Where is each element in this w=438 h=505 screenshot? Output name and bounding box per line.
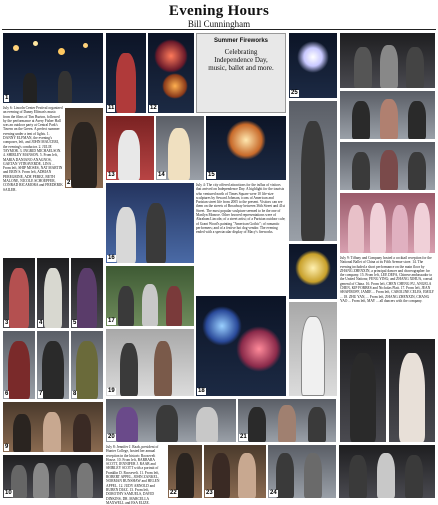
photo-number: 5 xyxy=(73,320,77,326)
photo-number: 18 xyxy=(198,388,205,394)
photo-1 xyxy=(3,33,103,103)
photo-8 xyxy=(71,331,103,399)
photo-number: 16 xyxy=(108,255,115,261)
photo-number: 1 xyxy=(5,95,9,101)
photo-number: 20 xyxy=(108,434,115,440)
photo-26 xyxy=(340,33,435,88)
photo-13 xyxy=(106,116,154,180)
photo-25 xyxy=(289,33,337,98)
feature-box-title: Summer Fireworks xyxy=(213,38,269,44)
photo-3 xyxy=(3,258,35,328)
header-rule xyxy=(2,29,436,30)
photo-16 xyxy=(106,183,194,263)
photo-4 xyxy=(37,258,69,328)
page-title: Evening Hours xyxy=(168,3,270,19)
photo-20 xyxy=(106,399,236,442)
caption-july-4: July 4: The city offered attractions for the influx of visitors that arrived on Independence Day. A highlight for the tourists who ventured north of Times Square were 10 life-size sculptures by Seward Johnson, icons of American and Parisian street life from 2005 to the present. Visitors can see them on the streets of Broadway between 36th Street and 41st Street. The most popular sculpture seemed to be the one of Marilyn Monroe. Other favored representations were of Abraham Lincoln; of a street artist; of a Parisian outdoor cafe; of Grant Wood's painting "American Gothic"; of romantic performers; and of a festive hot dog vendor. The evening ended with a spectacular display of Macy's fireworks. xyxy=(196,183,286,235)
photo-5 xyxy=(71,258,103,328)
photo-35 xyxy=(339,445,435,498)
photo-33 xyxy=(340,339,386,442)
photo-28 xyxy=(340,91,435,139)
photo-number: 25 xyxy=(291,90,298,96)
photo-15 xyxy=(206,116,286,180)
photo-34 xyxy=(389,339,435,442)
photo-number: 11 xyxy=(108,105,115,111)
photo-12 xyxy=(148,33,194,113)
caption-july-9: July 9: Tiffany and Company hosted a cocktail reception for the National Ballet of China at its Fifth Avenue store. 14. The evening included a short performance on the main floor by ZHANG ZHENXIN, a principal dancer and choreographer for the company. 15. From left, LEE DEFA, Chinese ambassador to the United Nations; FENG YING; and ZHANG XIHUA, consul general of China. 16. From left, CHEN CHENG FU, ANGELA CHEN, KIP FORBES and Nicholas Platt. 17. From left, JEAN SHAFIROFF, JAMIE ... From left, CAROLINE CELES, EMILY ... 18. ZHU YAN, ... From left, ZHANG ZHENXIN, CHANG YAO ... From left, MAY ... all dancers with the company. xyxy=(340,256,434,303)
caption-july-6: July 6: Lincoln Center Festival organized an evening of Danny Elfman's music from the films of Tim Burton, followed by the performance at Avery Fisher Hall was an outdoor party at Central Park's Tavern on the Green. A perfect summer evening under a tent of lights. 1. DANNY ELFMAN, the evening's composer, left, and JOHN MAUCERI, the evening's conductor. 2. JULIE TAYMOR. 3. INGRID MICHAELSON. 4. SHIRLEY MANSON. 5. From left, MARIA DANIANO ANAGNOS, GAETAN VITRAVERDE, LINA ... From left, SHIP MOSES, NAT MARTIN and ERIN S. From left, ADRIAN PEREGRINE, ADE PEREZ, BETH MALONE, NICOLE SCHOEPFER, CONRAD RICAMORA and FREDERIK SAILER. xyxy=(3,106,63,192)
photo-number: 12 xyxy=(150,105,157,111)
photo-number: 21 xyxy=(240,434,247,440)
feature-box xyxy=(196,33,286,113)
page-header xyxy=(0,0,438,29)
photo-number: 10 xyxy=(5,490,12,496)
photo-11 xyxy=(106,33,146,113)
photo-24 xyxy=(268,445,336,498)
photo-number: 22 xyxy=(170,490,177,496)
photo-number: 24 xyxy=(270,490,277,496)
photo-number: 15 xyxy=(208,172,215,178)
photo-number: 23 xyxy=(206,490,213,496)
caption-july-8: July 8: Jennifer J. Raab, president of Hunter College, hosted her annual reception in the historic Roosevelt House. 10. From left, BARBARA SCOTT, JENNIFER J. RAAB and SHIRLEY SCOTT with a portrait of Franklin D. Roosevelt. 11. From left, ROBERT APPEL, JOHN ZANKEL, NORMAN BUNSHAW and HELEN APPEL. 12. JUDY ARNOLD and RUBEN DIAZ. 13. From left, DOROTHY SAMUELS, DAVID DINKINS, DR. MARCELLA MAXWELL and ESA ELIZE. xyxy=(106,445,160,505)
photo-6 xyxy=(3,331,35,399)
photo-number: 17 xyxy=(108,318,115,324)
byline: Bill Cunningham xyxy=(187,19,251,29)
photo-29 xyxy=(340,142,435,190)
photo-number: 9 xyxy=(5,444,9,450)
photo-9 xyxy=(3,402,103,452)
photo-number: 4 xyxy=(39,320,43,326)
photo-30 xyxy=(340,193,435,253)
photo-number: 2 xyxy=(67,180,71,186)
photo-2 xyxy=(65,108,103,188)
photo-27 xyxy=(289,101,337,241)
photo-number: 19 xyxy=(108,388,115,394)
photo-number: 3 xyxy=(5,320,9,326)
photo-number: 13 xyxy=(108,172,115,178)
feature-box-deck: Celebrating Independence Day, music, ballet and more. xyxy=(208,48,274,72)
photo-31 xyxy=(289,244,337,299)
photo-19 xyxy=(106,329,194,396)
photo-21 xyxy=(238,399,336,442)
photo-23 xyxy=(204,445,266,498)
photo-14 xyxy=(156,116,204,180)
photo-number: 8 xyxy=(73,391,77,397)
photo-7 xyxy=(37,331,69,399)
photo-18 xyxy=(196,296,286,396)
photo-number: 14 xyxy=(158,172,165,178)
photo-22 xyxy=(168,445,202,498)
photo-32 xyxy=(289,302,337,396)
photo-10 xyxy=(3,455,103,498)
photo-number: 6 xyxy=(5,391,9,397)
photo-17 xyxy=(106,266,194,326)
photo-number: 7 xyxy=(39,391,43,397)
